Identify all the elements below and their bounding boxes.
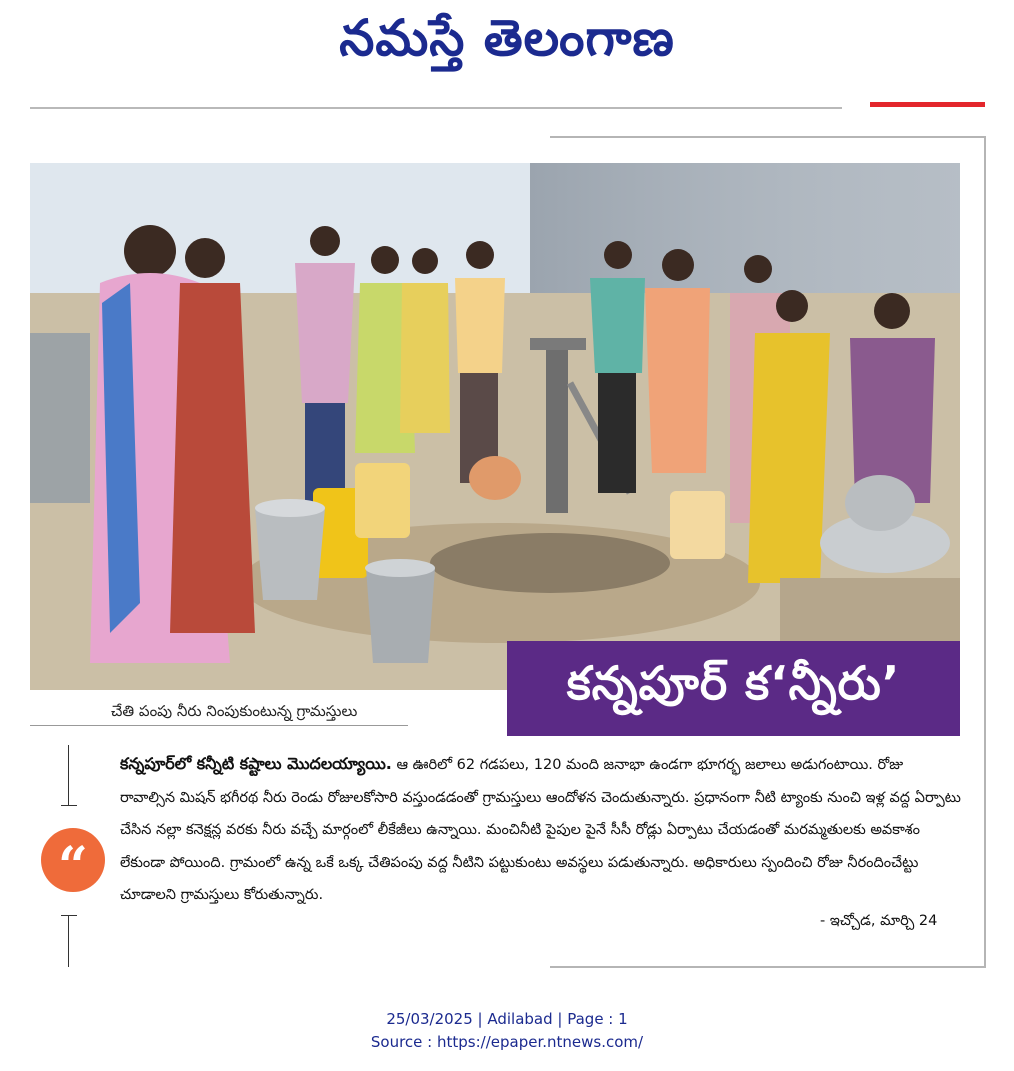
- quote-tick-top: [61, 805, 77, 806]
- quote-line-top: [68, 745, 69, 805]
- article-dateline: - ఇచ్చోడ, మార్చి 24: [820, 913, 938, 929]
- quote-tick-bottom: [61, 915, 77, 916]
- quote-line-bottom: [68, 915, 69, 967]
- masthead-rule: [30, 107, 842, 109]
- footer-source-link[interactable]: Source : https://epaper.ntnews.com/: [370, 1033, 644, 1051]
- article-frame-right: [984, 136, 986, 968]
- news-photo-illustration: [30, 163, 960, 690]
- article-body: [120, 748, 962, 912]
- footer-edition-info: 25/03/2025 | Adilabad | Page : 1: [386, 1010, 628, 1028]
- masthead-title: నమస్తే తెలంగాణ: [339, 8, 675, 67]
- article-frame-top: [550, 136, 986, 138]
- masthead-accent-rule: [870, 102, 985, 107]
- article-text: ఆ ఊరిలో 62 గడపలు, 120 మంది జనాభా ఉండగా భూగర్భ జలాలు అడుగంటాయి. రోజు రావాల్సిన మిషన్ భగీరథ నీరు రెండు రోజులకోసారి వస్తుండడంతో గ్రామస్తులు ఆందోళన చెందుతున్నారు. ప్రధానంగా నీటి ట్యాంకు నుంచి ఇళ్ల వద్ద ఏర్పాటు చేసిన నల్లా కనెక్షన్ల వరకు నీరు వచ్చే మార్గంలో లీకేజీలు ఉన్నాయి. మంచినీటి పైపుల పైనే సీసీ రోడ్లు ఏర్పాటు చేయడంతో మరమ్మతులకు అవకాశం లేకుండా పోయింది. గ్రామంలో ఉన్న ఒకే ఒక్క చేతిపంపు వద్ద నీటిని పట్టుకుంటు అవస్థలు పడుతున్నారు. అధికారులు స్పందించి రోజు నీరందించేట్టు చూడాలని గ్రామస్తులు కోరుతున్నారు.: [120, 757, 961, 903]
- photo-caption: చేతి పంపు నీరు నింపుకుంటున్న గ్రామస్తులు: [111, 702, 358, 720]
- article-lead: కన్నపూర్‌లో కన్నీటి కష్టాలు మొదలయ్యాయి.: [120, 754, 392, 773]
- quote-icon: “: [58, 836, 88, 897]
- headline-banner: కన్నపూర్ క‘న్నీరు’: [507, 641, 960, 736]
- news-photo: [30, 163, 960, 690]
- article-frame-bottom: [550, 966, 986, 968]
- quote-badge: [41, 828, 105, 897]
- caption-underline: [30, 725, 408, 726]
